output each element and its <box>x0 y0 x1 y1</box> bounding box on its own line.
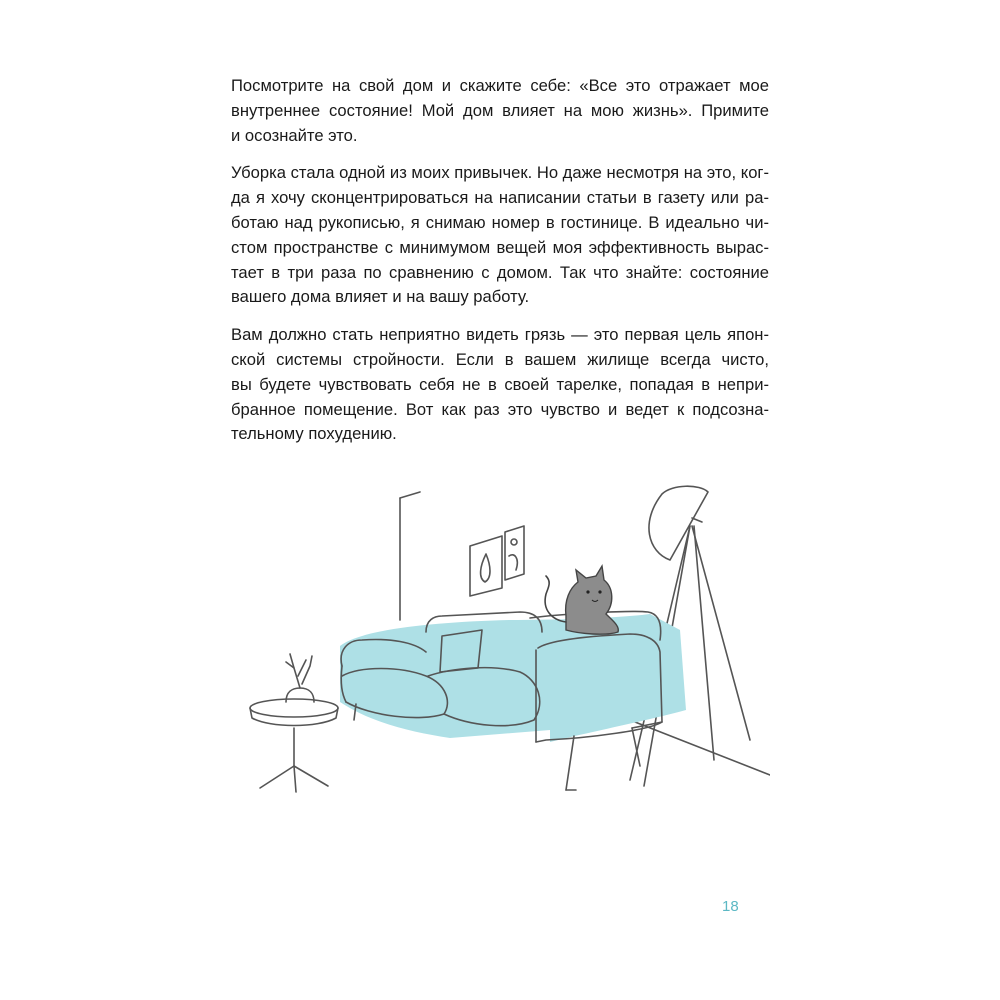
living-room-illustration <box>230 470 770 815</box>
text-line: ской системы стройности. Если в вашем жилище всегда чисто, <box>231 349 769 369</box>
text-line: вашего дома влияет и на вашу работу. <box>231 287 530 307</box>
living-room-illustration-svg <box>230 470 770 815</box>
text-line: тает в три раза по сравнению с домом. Так что знайте: состояние <box>231 262 769 282</box>
page-number: 18 <box>722 898 739 915</box>
text-line: внутреннее состояние! Мой дом влияет на мою жизнь». Примите <box>231 100 769 120</box>
text-line: Вам должно стать неприятно видеть грязь — это первая цель япон- <box>231 325 769 345</box>
text-line: и осознайте это. <box>231 125 358 145</box>
text-line: ботаю над рукописью, я снимаю номер в гостинице. В идеально чи- <box>231 212 769 232</box>
text-line: Уборка стала одной из моих привычек. Но даже несмотря на это, ког- <box>231 163 769 183</box>
wall-line-top <box>400 492 420 498</box>
paragraph-2 <box>231 161 769 310</box>
text-line: тельному похудению. <box>231 424 397 444</box>
side-table-icon <box>250 654 338 792</box>
text-line: да я хочу сконцентрироваться на написании статьи в газету или ра- <box>231 188 769 208</box>
paragraph-3 <box>231 323 769 447</box>
text-line: вы будете чувствовать себя не в своей тарелке, попадая в непри- <box>231 374 769 394</box>
text-line: бранное помещение. Вот как раз это чувство и ведет к подсозна- <box>231 399 769 419</box>
paragraph-1 <box>231 74 769 148</box>
text-line: стом пространстве с минимумом вещей моя эффективность вырас- <box>231 237 769 257</box>
wall-pictures-icon <box>470 526 524 596</box>
text-line: Посмотрите на свой дом и скажите себе: «Все это отражает мое <box>231 76 769 95</box>
body-text <box>231 74 769 460</box>
